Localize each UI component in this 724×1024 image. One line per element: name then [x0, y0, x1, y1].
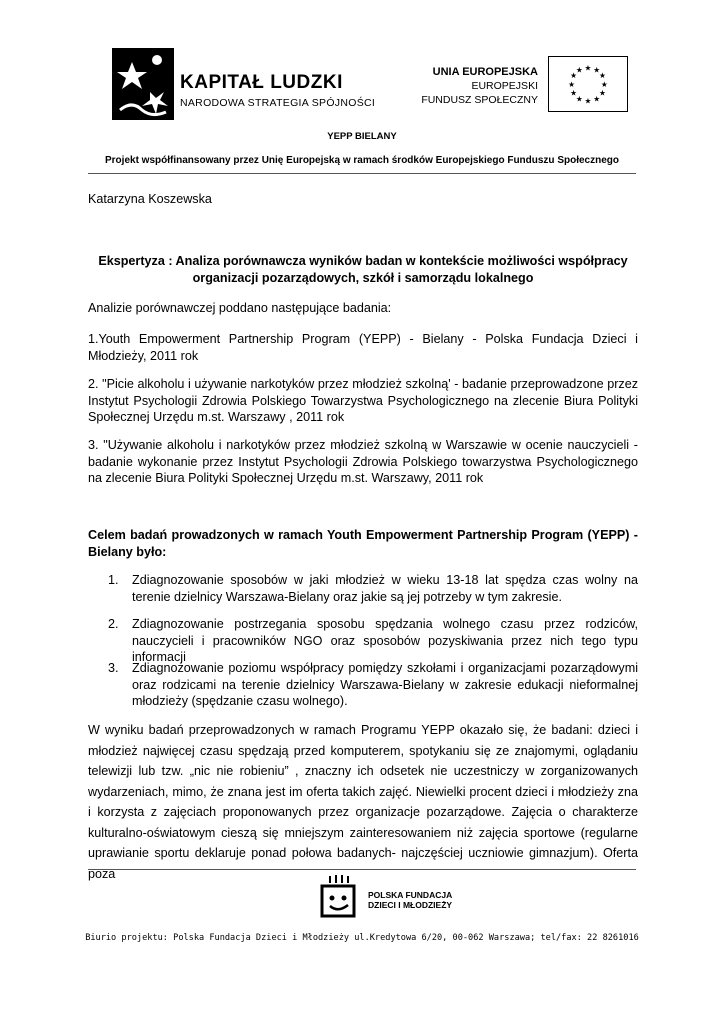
- eu-flag-logo: [548, 56, 628, 112]
- study-item-3: 3. "Używanie alkoholu i narkotyków przez młodzież szkolną w Warszawie w ocenie nauczycieli - badanie wykonanie przez Instytut Psychologii Zdrowia Polskiego towarzystwa Psychologicznego na zlecenie Biura Polityki Społecznej Urzędu m.st. Warszawy, 2011 rok: [88, 438, 638, 485]
- header-divider: [88, 173, 636, 174]
- document-title: [88, 253, 638, 287]
- pfdm-line-2: DZIECI I MŁODZIEŻY: [368, 900, 453, 910]
- goal-number: 2.: [108, 617, 119, 631]
- goal-text: Zdiagnozowanie poziomu współpracy pomiędzy szkołami i organizacjami pozarządowymi oraz rodzicami na terenie dzielnicy Warszawa-Bielany w zakresie edukacji nieformalnej młodzieży (spędzanie czasu wolnego).: [132, 661, 638, 708]
- pfdm-line-1: POLSKA FUNDACJA: [368, 890, 453, 900]
- goal-list-item: [108, 660, 638, 710]
- svg-text:★: ★: [570, 88, 577, 98]
- conclusion-paragraph: W wyniku badań przeprowadzonych w ramach Programu YEPP okazało się, że badani: dzieci i młodzież najwięcej czasu spędzają przed komputerem, spotykaniu się ze znajomymi, oglądaniu telewizji lub tzw. „nic nie robieniu” , znaczny ich odsetek nie uczestniczy w zorganizowanych wydarzeniach, mimo, że znana jest im oferta takich zajęć. Niewielki procent dzieci i młodzieży zna i korzysta z zajęciach proponowanych przez organizacje pozarządowe. Zajęcia o charakterze kulturalno-oświatowym cieszą się mniejszym zainteresowaniem niż zajęcia sportowe (regularne uprawianie sportu deklaruje ponad połowa badanych- najczęściej uczniowie gimnazjum). Oferta poza: [88, 723, 638, 881]
- svg-text:★: ★: [584, 63, 592, 73]
- goal-list-item: [108, 572, 638, 606]
- svg-text:★: ★: [584, 96, 592, 106]
- svg-text:★: ★: [599, 88, 606, 98]
- goal-list-item: [108, 616, 638, 664]
- kapital-ludzki-logo: [112, 48, 174, 120]
- svg-text:★: ★: [570, 71, 577, 81]
- kapital-ludzki-title: KAPITAŁ LUDZKI: [180, 72, 343, 93]
- author-name: Katarzyna Koszewska: [88, 192, 212, 206]
- svg-text:★: ★: [575, 65, 583, 75]
- goal-number: 3.: [108, 661, 119, 675]
- eu-line-2: EUROPEJSKI: [471, 80, 538, 92]
- svg-text:★: ★: [568, 79, 576, 89]
- eu-fund-label: [420, 65, 538, 107]
- svg-text:★: ★: [593, 94, 601, 104]
- study-item-2: 2. "Picie alkoholu i używanie narkotyków przez młodzież szkolną' - badanie przeprowadzone przez Instytut Psychologii Zdrowia Polskiego Towarzystwa Psychologicznego na zlecenie Biura Polityki Społecznej Urzędu m.st. Warszawy , 2011 rok: [88, 377, 638, 424]
- eu-line-1: UNIA EUROPEJSKA: [432, 66, 538, 78]
- pfdm-logo-icon: [318, 874, 360, 920]
- pfdm-name: [368, 890, 452, 910]
- yepp-title: YEPP BIELANY: [327, 131, 397, 142]
- kapital-ludzki-subtitle: NARODOWA STRATEGIA SPÓJNOŚCI: [180, 97, 376, 109]
- svg-text:★: ★: [575, 94, 583, 104]
- svg-text:★: ★: [599, 71, 606, 81]
- study-item-1: 1.Youth Empowerment Partnership Program (YEPP) - Bielany - Polska Fundacja Dzieci i Młodzieży, 2011 rok: [88, 332, 638, 363]
- document-title-line-2: organizacji pozarządowych, szkół i samorządu lokalnego: [192, 271, 534, 285]
- goal-text: Zdiagnozowanie sposobów w jaki młodzież w wieku 13-18 lat spędza czas wolny na terenie dzielnicy Warszawa-Bielany oraz jakie są jej potrzeby w tym zakresie.: [132, 573, 638, 604]
- intro-paragraph: Analizie porównawczej poddano następujące badania:: [88, 301, 392, 315]
- goal-number: 1.: [108, 573, 119, 587]
- svg-text:★: ★: [593, 65, 601, 75]
- project-cofinancing-line: Projekt współfinansowany przez Unię Europejską w ramach środków Europejskiego Funduszu Społecznego: [105, 155, 619, 166]
- svg-text:★: ★: [600, 79, 608, 89]
- footer-divider: [88, 869, 636, 870]
- goal-text: Zdiagnozowanie postrzegania sposobu spędzania wolnego czasu przez rodziców, nauczycieli i pracowników NGO oraz sposobów pozyskiwania przez nich tego typu informacji: [132, 617, 638, 664]
- eu-line-3: FUNDUSZ SPOŁECZNY: [421, 94, 538, 106]
- goals-heading: Celem badań prowadzonych w ramach Youth Empowerment Partnership Program (YEPP) - Bielany było:: [88, 528, 638, 559]
- footer-address: Biurio projektu: Polska Fundacja Dzieci i Młodzieży ul.Kredytowa 6/20, 00-062 Warszawa; tel/fax: 22 8261016: [85, 933, 639, 943]
- document-title-line-1: Ekspertyza : Analiza porównawcza wyników badan w kontekście możliwości współpracy: [98, 254, 628, 268]
